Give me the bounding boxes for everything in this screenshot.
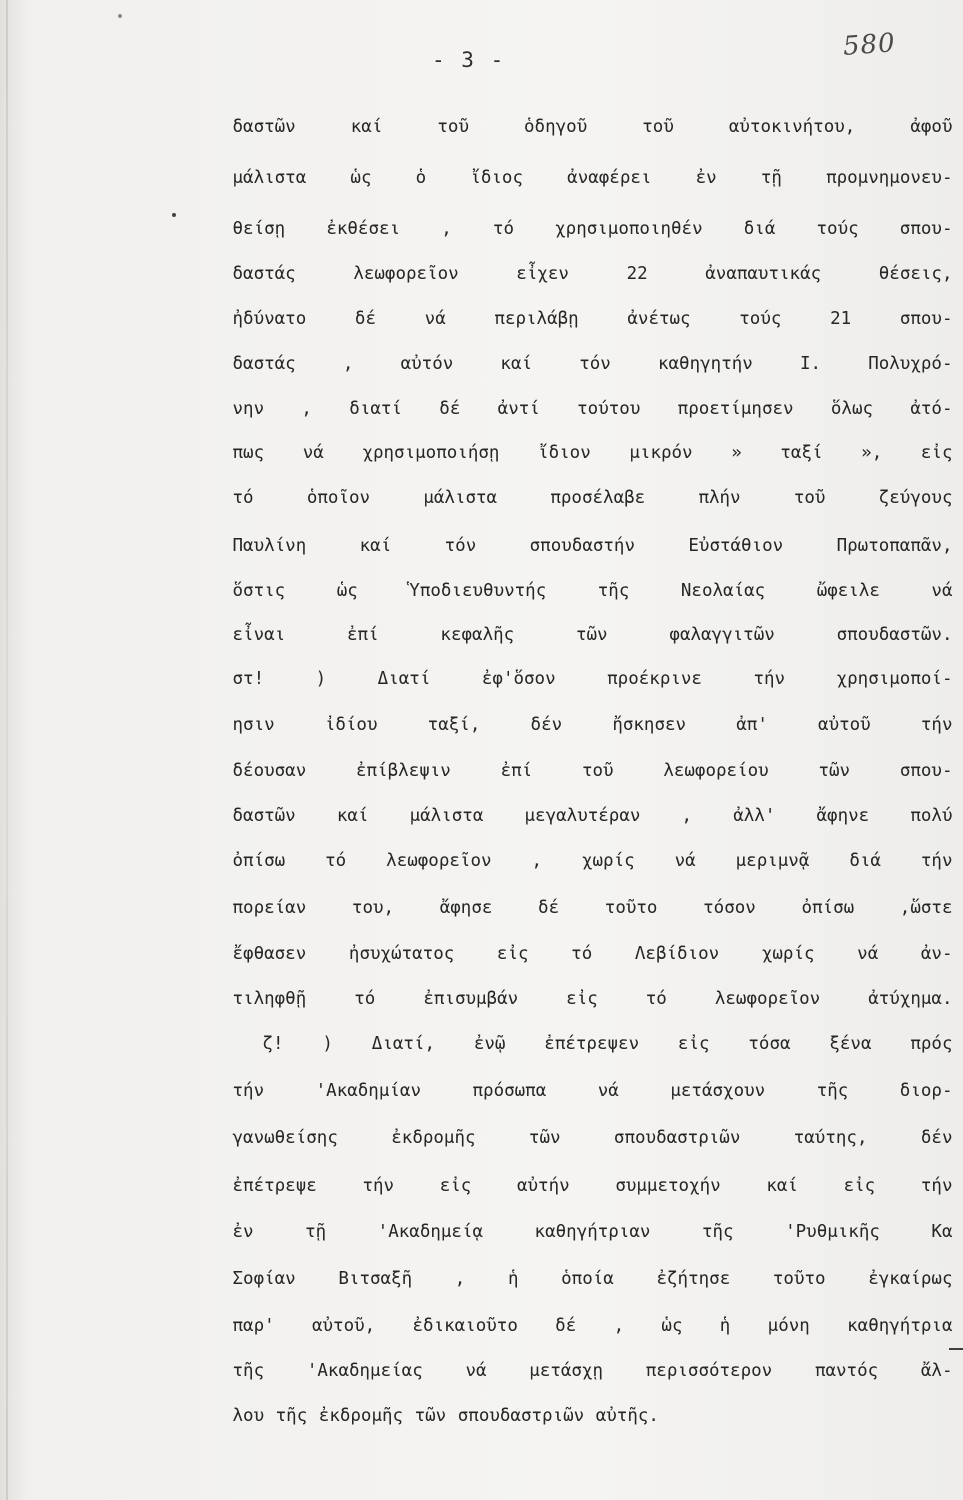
text-line: τιληφθῇ τό ἐπισυμβάν εἰς τό λεωφορεῖον ἀτύχημα. bbox=[232, 989, 953, 1009]
text-line: πορείαν του, ἄφησε δέ τοῦτο τόσον ὀπίσω ,ὥστε bbox=[232, 898, 953, 918]
text-line: ζ! ) Διατί, ἐνῷ ἐπέτρεψεν εἰς τόσα ξένα πρός bbox=[262, 1034, 953, 1054]
text-line: παρ' αὐτοῦ, ἐδικαιοῦτο δέ , ὡς ἡ μόνη καθηγήτρια bbox=[232, 1316, 953, 1336]
text-line: τό ὁποῖον μάλιστα προσέλαβε πλήν τοῦ ζεύγους bbox=[232, 488, 953, 508]
text-line: γανωθείσης ἐκδρομῆς τῶν σπουδαστριῶν ταύτης, δέν bbox=[232, 1128, 953, 1148]
text-line: τήν 'Ακαδημίαν πρόσωπα νά μετάσχουν τῆς διορ- bbox=[232, 1081, 953, 1101]
text-line: ἔφθασεν ἠσυχώτατος εἰς τό Λεβίδιον χωρίς νά ἀν- bbox=[232, 944, 953, 964]
text-line: εἶναι ἐπί κεφαλῆς τῶν φαλαγγιτῶν σπουδαστῶν. bbox=[232, 625, 953, 645]
text-line: λου τῆς ἐκδρομῆς τῶν σπουδαστριῶν αὐτῆς. bbox=[232, 1406, 659, 1426]
text-line: θείσῃ ἐκθέσει , τό χρησιμοποιηθέν διά τούς σπου- bbox=[232, 219, 953, 239]
text-line: δαστῶν καί μάλιστα μεγαλυτέραν , ἀλλ' ἄφηνε πολύ bbox=[232, 806, 953, 826]
text-line: μάλιστα ὡς ὁ ἴδιος ἀναφέρει ἐν τῇ προμνημονευ- bbox=[232, 168, 953, 188]
text-line: νην , διατί δέ ἀντί τούτου προετίμησεν ὅλως ἀτό- bbox=[232, 399, 953, 419]
text-line: ὀπίσω τό λεωφορεῖον , χωρίς νά μεριμνᾷ διά τήν bbox=[232, 851, 953, 871]
text-line: στ! ) Διατί ἐφ'ὅσον προέκρινε τήν χρησιμοποί- bbox=[232, 669, 953, 689]
text-line: ἐν τῇ 'Ακαδημείᾳ καθηγήτριαν τῆς 'Ρυθμικῆς Κα bbox=[232, 1222, 953, 1242]
handwritten-folio-number: 580 bbox=[842, 28, 897, 62]
text-line: ησιν ἰδίου ταξί, δέν ἤσκησεν ἀπ' αὐτοῦ τήν bbox=[232, 715, 953, 735]
text-line: ἐπέτρεψε τήν εἰς αὐτήν συμμετοχήν καί εἰς τήν bbox=[232, 1176, 953, 1196]
page-number: - 3 - bbox=[432, 48, 506, 72]
text-line: δαστάς λεωφορεῖον εἶχεν 22 ἀναπαυτικάς θέσεις, bbox=[232, 264, 953, 284]
text-line: ἠδύνατο δέ νά περιλάβῃ ἀνέτως τούς 21 σπου- bbox=[232, 309, 953, 329]
text-line: δαστῶν καί τοῦ ὁδηγοῦ τοῦ αὐτοκινήτου, ἀφοῦ bbox=[232, 117, 953, 137]
text-line: ὅστις ὡς Ὑποδιευθυντής τῆς Νεολαίας ὤφειλε νά bbox=[232, 581, 953, 601]
text-line: δαστάς , αὐτόν καί τόν καθηγητήν Ι. Πολυχρό- bbox=[232, 354, 953, 374]
text-line: δέουσαν ἐπίβλεψιν ἐπί τοῦ λεωφορείου τῶν σπου- bbox=[232, 761, 953, 781]
text-line: τῆς 'Ακαδημείας νά μετάσχῃ περισσότερον παντός ἄλ- bbox=[232, 1361, 953, 1381]
text-line: πως νά χρησιμοποιήσῃ ἴδιον μικρόν » ταξί », εἰς bbox=[232, 443, 953, 463]
text-line: Σοφίαν Βιτσαξῆ , ἡ ὁποία ἐζήτησε τοῦτο ἐγκαίρως bbox=[232, 1269, 953, 1289]
text-line: Παυλίνη καί τόν σπουδαστήν Εὐστάθιον Πρωτοπαπᾶν, bbox=[232, 536, 953, 556]
